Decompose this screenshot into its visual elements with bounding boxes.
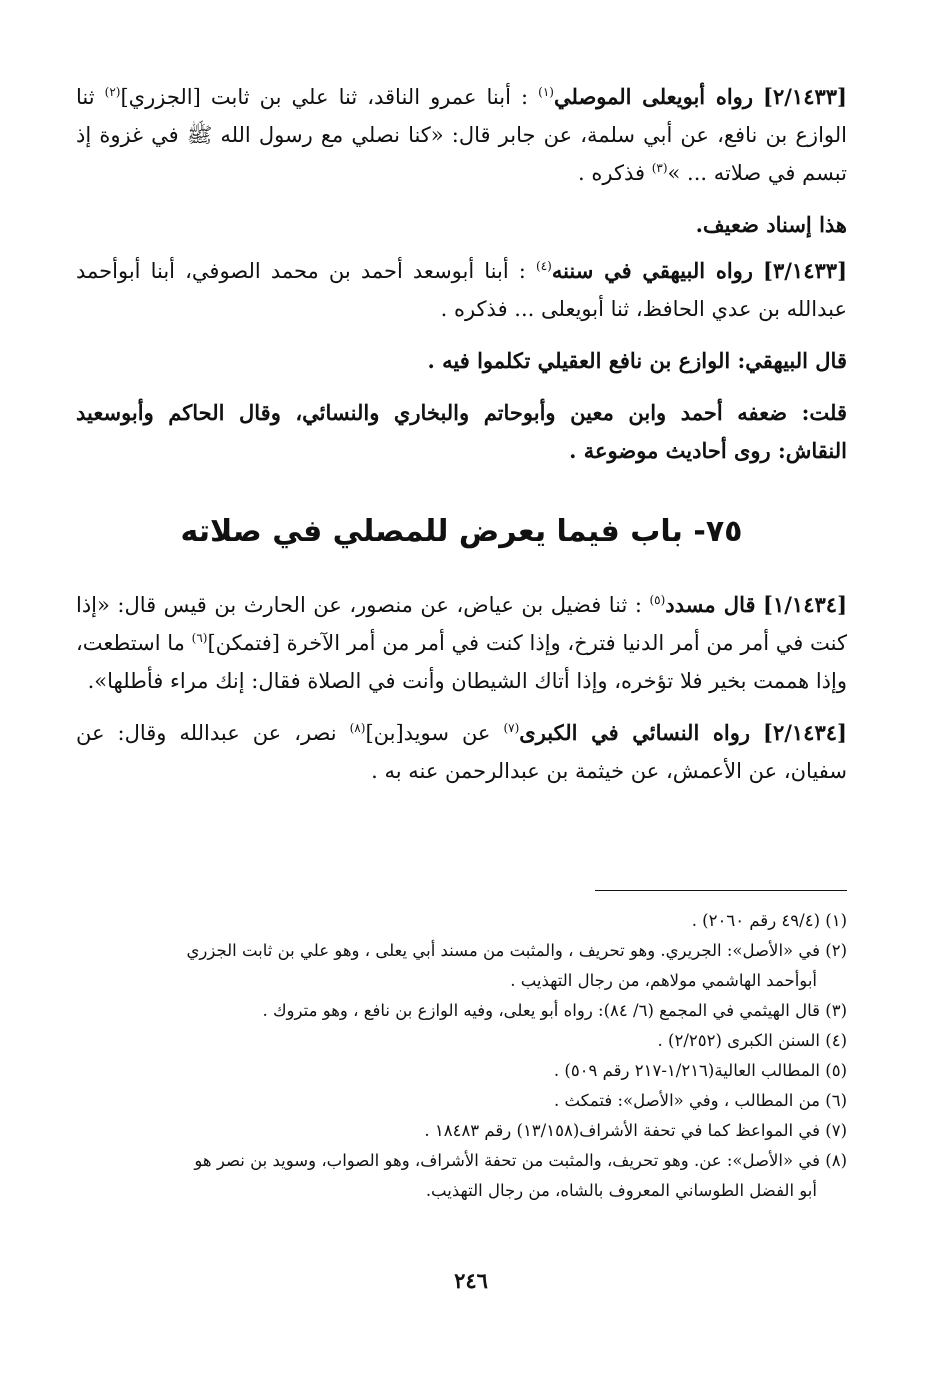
footnotes xyxy=(76,906,847,1206)
footnote-marker[interactable]: (٦) xyxy=(191,631,208,645)
footnote-8-continued: أبو الفضل الطوساني المعروف بالشاه، من رجال التهذيب. xyxy=(425,1181,817,1200)
page-body xyxy=(76,78,847,804)
hadith-text: نصر، عن عبدالله وقال: عن سفيان، عن الأعمش، عن خيثمة بن عبدالرحمن عنه به . xyxy=(76,721,847,783)
footnote-3: (٣) قال الهيثمي في المجمع (٦/ ٨٤): رواه أبو يعلى، وفيه الوازع بن نافع ، وهو متروك . xyxy=(262,1001,847,1020)
author-comment-rest: النقاش: روى أحاديث موضوعة . xyxy=(569,438,847,463)
narrator: قال مسدد xyxy=(665,592,756,617)
footnote-2: (٢) في «الأصل»: الجريري. وهو تحريف ، والمثبت من مسند أبي يعلى ، وهو علي بن ثابت الجزري xyxy=(186,941,847,960)
footnote-1: (١) (٤٩/٤ رقم ٢٠٦٠) . xyxy=(691,911,847,930)
narrator: رواه البيهقي في سننه xyxy=(551,258,753,283)
hadith-paragraph-1434-1 xyxy=(76,586,847,700)
hadith-text: ما استطعت، وإذا هممت بخير فلا تؤخره، وإذا أتاك الشيطان وأنت في الصلاة فقال: إنك مراء فأطلها». xyxy=(76,631,847,693)
bayhaqi-comment: قال البيهقي: الوازع بن نافع العقيلي تكلموا فيه . xyxy=(427,348,847,373)
footnote-marker[interactable]: (٥) xyxy=(649,593,666,607)
footnote-marker[interactable]: (١) xyxy=(538,85,554,99)
hadith-ref: [٣/١٤٣٣] xyxy=(763,258,847,283)
hadith-ref: [٢/١٤٣٣] xyxy=(763,84,847,109)
hadith-ref: [٢/١٤٣٤] xyxy=(763,720,847,745)
hadith-paragraph-1433-3 xyxy=(76,252,847,328)
footnote-marker[interactable]: (٣) xyxy=(651,161,668,175)
chapter-title: ٧٥- باب فيما يعرض للمصلي في صلاته xyxy=(180,514,743,549)
footnote-7: (٧) في المواعظ كما في تحفة الأشراف(١٣/١٥٨) رقم ١٨٤٨٣ . xyxy=(424,1121,847,1140)
narrator: رواه أبويعلى الموصلي xyxy=(553,84,753,109)
footnote-marker[interactable]: (٢) xyxy=(104,85,121,99)
footnote-marker[interactable]: (٤) xyxy=(536,259,552,273)
footnote-marker[interactable]: (٨) xyxy=(349,721,366,735)
hadith-text: : أبنا عمرو الناقد، ثنا علي بن ثابت [الجزري] xyxy=(120,85,529,109)
hadith-text: : ثنا فضيل بن عياض، عن منصور، عن الحارث بن قيس قال: «إذا كنت في أمر من أمر الدنيا فترخ، وإذا كنت في أمر من أمر الآخرة [فتمكن] xyxy=(76,593,847,655)
hadith-text: عن سويد[بن] xyxy=(365,721,491,745)
hadith-paragraph-1434-2 xyxy=(76,714,847,790)
hadith-text: ثنا الوازع بن نافع، عن أبي سلمة، عن جابر قال: «كنا نصلي مع رسول الله ﷺ في غزوة إذ تبسم في صلاته ... » xyxy=(76,85,847,185)
footnote-5: (٥) المطالب العالية(١/٢١٦-٢١٧ رقم ٥٠٩) . xyxy=(553,1061,847,1080)
page-number: ٢٤٦ xyxy=(454,1268,488,1293)
footnote-4: (٤) السنن الكبرى (٢/٢٥٢) . xyxy=(657,1031,847,1050)
footnote-separator xyxy=(595,890,847,891)
footnote-marker[interactable]: (٧) xyxy=(503,721,520,735)
footnote-2-continued: أبوأحمد الهاشمي مولاهم، من رجال التهذيب . xyxy=(510,971,817,990)
footnote-6: (٦) من المطالب ، وفي «الأصل»: فتمكث . xyxy=(554,1091,847,1110)
hadith-paragraph-1433-2 xyxy=(76,78,847,192)
narrator: رواه النسائي في الكبرى xyxy=(519,720,751,745)
hadith-text: : أبنا أبوسعد أحمد بن محمد الصوفي، أبنا أبوأحمد عبدالله بن عدي الحافظ، ثنا أبويعلى ... فذكره . xyxy=(76,259,847,321)
grading-note: هذا إسناد ضعيف. xyxy=(695,212,847,237)
footnote-8: (٨) في «الأصل»: عن. وهو تحريف، والمثبت من تحفة الأشراف، وهو الصواب، وسويد بن نصر هو xyxy=(194,1151,847,1170)
author-comment xyxy=(76,394,847,470)
hadith-text: فذكره . xyxy=(578,161,645,185)
hadith-ref: [١/١٤٣٤] xyxy=(763,592,847,617)
author-comment-lead: قلت: ضعفه أحمد وابن معين وأبوحاتم والبخاري والنسائي، وقال الحاكم وأبوسعيد xyxy=(76,400,847,425)
